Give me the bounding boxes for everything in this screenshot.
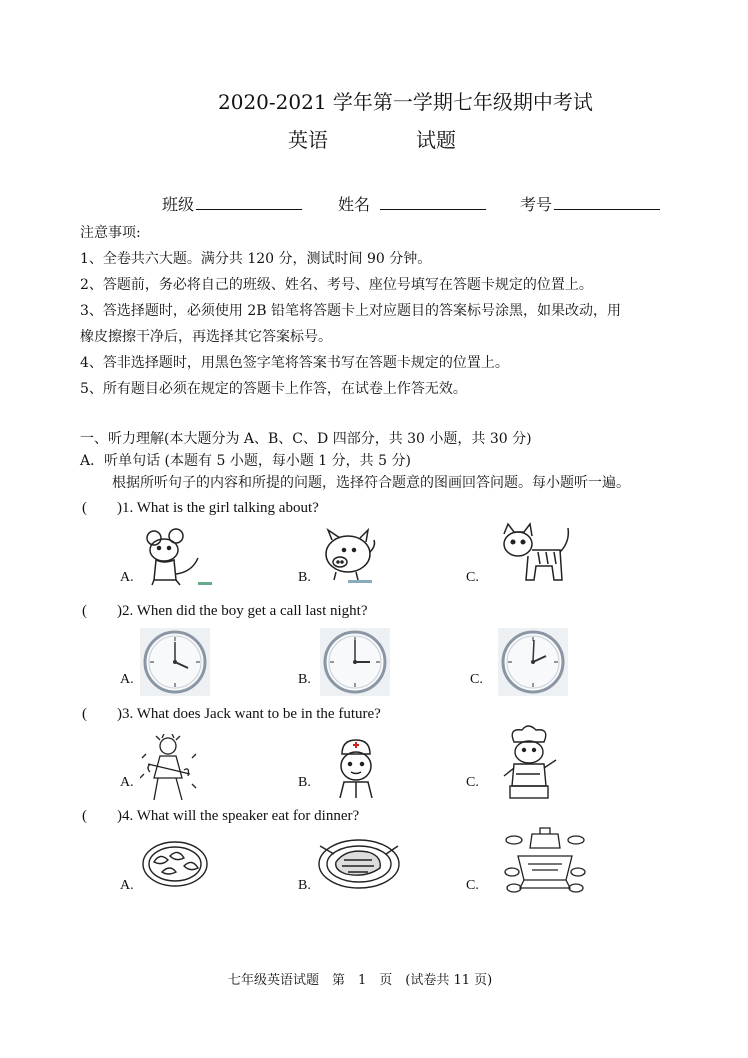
page-footer: 七年级英语试题 第 1 页 (试卷共 11 页) (228, 973, 493, 988)
question-text: 4. What will the speaker eat for dinner? (122, 808, 360, 824)
notice-item: 5、所有题目必须在规定的答题卡上作答，在试卷上作答无效。 (80, 381, 467, 397)
hotpot-icon (504, 826, 586, 894)
exam-no-label: 考号 (520, 195, 553, 214)
option-c-label: C. (470, 672, 483, 687)
cat-icon (496, 522, 576, 592)
notice-heading: 注意事项: (80, 225, 141, 241)
steak-icon (316, 834, 402, 892)
class-blank (196, 194, 302, 210)
answer-bracket[interactable]: ( ) (82, 603, 122, 619)
option-c-label: C. (466, 775, 479, 790)
section-heading: 一、听力理解(本大题分为 A、B、C、D 四部分，共 30 小题，共 30 分) (80, 431, 532, 447)
mouse-icon (140, 528, 216, 590)
part-a-heading: A．听单句话 (本题有 5 小题，每小题 1 分，共 5 分) (80, 453, 411, 469)
option-b-label: B. (298, 672, 311, 687)
question-text: 3. What does Jack want to be in the future? (122, 706, 381, 722)
class-label: 班级 (162, 195, 195, 214)
question-text: 1. What is the girl talking about? (122, 500, 319, 516)
exam-no-blank (554, 194, 660, 210)
class-field (162, 192, 302, 215)
singer-icon (140, 734, 198, 804)
question-4 (82, 808, 359, 825)
cook-icon (500, 724, 560, 802)
notice-item: 橡皮擦擦干净后，再选择其它答案标号。 (80, 329, 332, 345)
dumplings-icon (140, 838, 210, 890)
answer-bracket[interactable]: ( ) (82, 808, 122, 824)
clock-icon (498, 628, 568, 696)
clock-icon (140, 628, 210, 696)
paper-label: 试题 (416, 128, 456, 152)
option-b-label: B. (298, 775, 311, 790)
notice-item: 2、答题前，务必将自己的班级、姓名、考号、座位号填写在答题卡规定的位置上。 (80, 277, 593, 293)
notice-item: 3、答选择题时，必须使用 2B 铅笔将答题卡上对应题目的答案标号涂黑，如果改动，用 (80, 303, 622, 319)
question-1 (82, 500, 319, 517)
subject-label: 英语 (288, 128, 328, 152)
answer-bracket[interactable]: ( ) (82, 500, 122, 516)
exam-title: 2020-2021 学年第一学期七年级期中考试 (218, 90, 593, 114)
question-2 (82, 603, 368, 620)
option-c-label: C. (466, 570, 479, 585)
notice-item: 4、答非选择题时，用黑色签字笔将答案书写在答题卡规定的位置上。 (80, 355, 509, 371)
name-field (338, 192, 486, 215)
pig-icon (318, 524, 380, 588)
option-b-label: B. (298, 878, 311, 893)
doctor-icon (330, 738, 382, 800)
option-c-label: C. (466, 878, 479, 893)
clock-icon (320, 628, 390, 696)
option-a-label: A. (120, 570, 134, 585)
option-b-label: B. (298, 570, 311, 585)
name-blank (380, 194, 486, 210)
exam-no-field (520, 192, 660, 215)
answer-bracket[interactable]: ( ) (82, 706, 122, 722)
part-a-instruction: 根据所听句子的内容和所提的问题，选择符合题意的图画回答问题。每小题听一遍。 (112, 475, 630, 491)
question-text: 2. When did the boy get a call last night? (122, 603, 368, 619)
name-label: 姓名 (338, 195, 371, 214)
question-3 (82, 706, 381, 723)
notice-item: 1、全卷共六大题。满分共 120 分，测试时间 90 分钟。 (80, 251, 432, 267)
option-a-label: A. (120, 775, 134, 790)
option-a-label: A. (120, 672, 134, 687)
option-a-label: A. (120, 878, 134, 893)
